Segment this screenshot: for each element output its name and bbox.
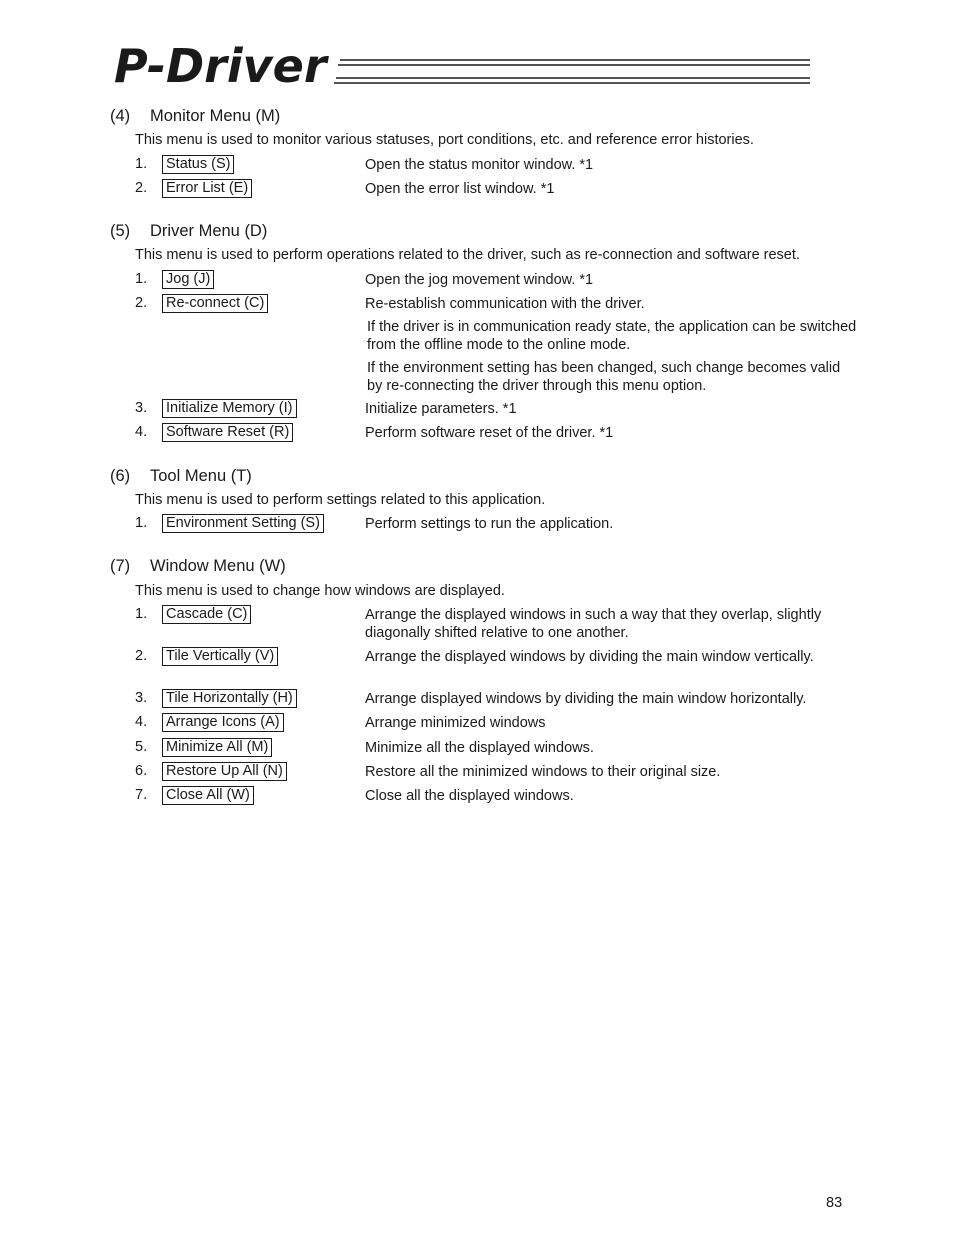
menu-label-environment-setting: Environment Setting (S) — [162, 514, 324, 533]
item-index: 7. — [135, 787, 148, 803]
menu-label-close-all: Close All (W) — [162, 786, 254, 805]
p-driver-logo — [112, 36, 812, 88]
item-index: 2. — [135, 180, 148, 196]
section-number: (6) — [110, 467, 131, 485]
item-action: Open the status monitor window. *1 — [365, 157, 594, 173]
section-description: This menu is used to perform operations related to the driver, such as re-connection and software reset. — [135, 247, 800, 263]
item-action: Perform settings to run the application. — [365, 516, 614, 532]
menu-label-minimize-all: Minimize All (M) — [162, 738, 272, 757]
item-index: 4. — [135, 714, 148, 730]
menu-label-status: Status (S) — [162, 155, 234, 174]
re-connect-note: If the driver is in communication ready state, the application can be switched from the offline mode to the online mode. — [367, 319, 857, 353]
section-heading-tool-menu — [110, 467, 252, 486]
item-action: Close all the displayed windows. — [365, 788, 574, 804]
menu-label-cascade: Cascade (C) — [162, 605, 251, 624]
section-title: Window Menu (W) — [150, 557, 286, 575]
menu-label-software-reset: Software Reset (R) — [162, 423, 293, 442]
logo-text: P-Driver — [114, 39, 327, 88]
menu-label-error-list: Error List (E) — [162, 179, 252, 198]
item-action: Initialize parameters. *1 — [365, 401, 517, 417]
item-action: Perform software reset of the driver. *1 — [365, 425, 614, 441]
item-action: Open the jog movement window. *1 — [365, 272, 594, 288]
item-index: 4. — [135, 424, 148, 440]
item-index: 2. — [135, 648, 148, 664]
section-heading-monitor-menu — [110, 107, 280, 126]
item-action: Arrange the displayed windows by dividing the main window vertically. — [365, 649, 814, 665]
section-title: Tool Menu (T) — [150, 467, 252, 485]
menu-label-tile-horizontally: Tile Horizontally (H) — [162, 689, 297, 708]
section-heading-window-menu — [110, 557, 286, 576]
item-action: Arrange the displayed windows in such a way that they overlap, slightly diagonally shifted relative to one another. — [365, 607, 822, 641]
section-number: (5) — [110, 222, 131, 240]
section-number: (7) — [110, 557, 131, 575]
item-index: 1. — [135, 515, 148, 531]
item-index: 3. — [135, 690, 148, 706]
page-number: 83 — [826, 1195, 843, 1211]
menu-label-initialize-memory: Initialize Memory (I) — [162, 399, 297, 418]
section-title: Monitor Menu (M) — [150, 107, 281, 125]
item-index: 1. — [135, 156, 148, 172]
section-heading-driver-menu — [110, 222, 267, 241]
menu-label-tile-vertically: Tile Vertically (V) — [162, 647, 278, 666]
item-index: 5. — [135, 739, 148, 755]
item-index: 3. — [135, 400, 148, 416]
re-connect-note: If the environment setting has been changed, such change becomes valid by re-connecting the driver through this menu option. — [367, 360, 841, 394]
item-action: Re-establish communication with the driver. — [365, 296, 645, 312]
item-index: 1. — [135, 606, 148, 622]
item-action: Arrange minimized windows — [365, 715, 546, 731]
section-title: Driver Menu (D) — [150, 222, 268, 240]
section-description: This menu is used to monitor various statuses, port conditions, etc. and reference error histories. — [135, 132, 754, 148]
menu-label-arrange-icons: Arrange Icons (A) — [162, 713, 284, 732]
menu-label-re-connect: Re-connect (C) — [162, 294, 268, 313]
section-description: This menu is used to perform settings related to this application. — [135, 492, 546, 508]
item-index: 1. — [135, 271, 148, 287]
item-index: 2. — [135, 295, 148, 311]
item-action: Minimize all the displayed windows. — [365, 740, 594, 756]
item-action: Restore all the minimized windows to their original size. — [365, 764, 721, 780]
item-action: Arrange displayed windows by dividing the main window horizontally. — [365, 691, 807, 707]
menu-label-restore-up-all: Restore Up All (N) — [162, 762, 287, 781]
section-number: (4) — [110, 107, 131, 125]
item-index: 6. — [135, 763, 148, 779]
item-action: Open the error list window. *1 — [365, 181, 555, 197]
menu-label-jog: Jog (J) — [162, 270, 214, 289]
section-description: This menu is used to change how windows are displayed. — [135, 583, 505, 599]
